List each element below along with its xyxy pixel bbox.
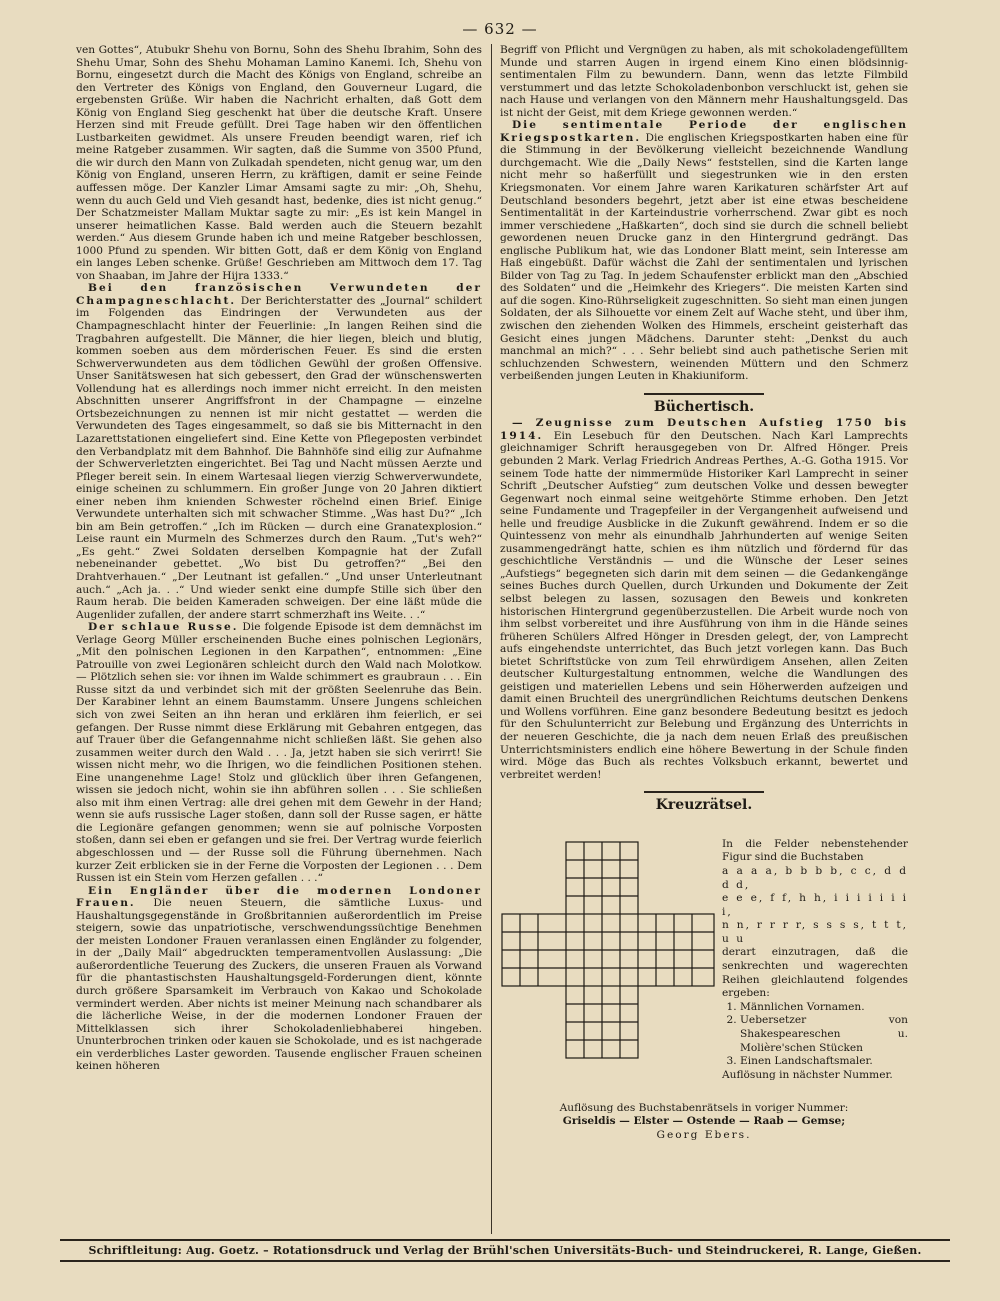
solution-answer: Georg Ebers. [656,1128,752,1141]
puzzle-clues [722,1001,908,1069]
footer-rule [60,1260,950,1262]
imprint-footer: Schriftleitung: Aug. Goetz. – Rotationsdruck und Verlag der Brühl'schen Universitäts-Buch- und Steindruckerei, R. Lange, Gießen. [88,1244,922,1257]
right-column [500,44,908,1236]
page-number: — 632 — [462,20,538,38]
article-london-women [76,885,482,1073]
puzzle-clue: 1. Männlichen Vornamen. [740,1001,908,1015]
footer-rule [60,1239,950,1241]
puzzle-heading: Kreuzrätsel. [655,797,753,814]
article-postcards [500,119,908,382]
puzzle-letters: n n, r r r r, s s s s, t t t, u u [722,919,908,945]
article-heading: Der schlaue Russe. [88,621,239,634]
books-section-heading: Büchertisch. [653,398,755,415]
previous-puzzle-solution [500,1102,908,1143]
solution-words: Griseldis — Elster — Ostende — Raab — Gemse; [562,1115,846,1128]
section-divider [644,791,764,793]
section-divider [644,393,764,395]
article-body: Der Berichterstatter des „Journal“ schildert im Folgenden das Eindringen der Verwundeten aus der Champagneschlacht hinter der Feuerlinie: „In langen Reihen sind die Tragbahren aufgestellt. Die Männer, die hier liegen, bleich und blutig, kommen soeben aus dem mörderischen Feuer. Es sind die ersten Schwerverwundeten aus dem tödlichen Gewühl der großen Offensive. Unser Sanitätswesen hat sich gebessert, den Grad der wünschenswerten Vollendung hat es allerdings noch immer nicht erreicht. In den meisten Abschnitten unserer Angriffsfront in der Champagne — einzelne Ortsbezeichnungen zu nennen ist mir nicht gestattet — werden die Verwundeten des Tages eingesammelt, so daß sie bis Mitternacht in den Lazarettstationen eingeliefert sind. Eine Kette von Pflegeposten verbindet den Verbandplatz mit dem Bahnhof. Die Bahnhöfe sind eilig zur Aufnahme der Schwerverletzten eingerichtet. Bei Tag und Nacht müssen Aerzte und Pfleger bereit sein. In einem Wartesaal liegen vierzig Schwerverwundete, einige scheinen zu schlummern. Ein großer Junge von 20 Jahren diktiert einer neben ihm knienden Schwester röchelnd einen Brief. Einige Verwundete unterhalten sich mit schwacher Stimme. „Was hast Du?“ „Ich bin am Bein getroffen.“ „Ich im Rücken — durch eine Granatexplosion.“ Leise raunt ein Murmeln des Schmerzes durch den Raum. „Tut's weh?“ „Es geht.“ Zwei Soldaten derselben Kompagnie hat der Zufall nebeneinander gebettet. „Wo bist Du getroffen?“ „Bei den Drahtverhauen.“ „Der Leutnant ist gefallen.“ „Und unser Unterleutnant auch.“ „Ach ja. . .“ Und wieder senkt eine dumpfe Stille sich über den Raum herab. Die beiden Kameraden schweigen. Der eine läßt müde die Augenlider zufallen, der andere starrt schmerzhaft ins Weite. . .“ [76,294,482,621]
column-divider [491,44,492,1234]
next-solution-note: Auflösung in nächster Nummer. [722,1068,893,1081]
puzzle-instructions [722,838,908,1083]
crossword-grid [500,840,716,1060]
article-heading: Die sentimentale Periode der englischen Kriegspostkarten. [500,119,908,144]
puzzle-instruction: derart einzutragen, daß die senkrechten und wagerechten Reihen gleichlautend folgendes ergeben: [722,946,908,1000]
article-heading: Ein Engländer über die modernen Londoner Frauen. [76,884,482,910]
left-column [76,44,482,1236]
article-body: Die neuen Steuern, die sämtliche Luxus- und Haushaltungsgegenstände in Großbritannien außerordentlich im Preise steigern, sowie das unpatriotische, verschwendungssüchtige Benehmen der meisten Londoner Frauen veranlassen einen Engländer zu folgender, in der „Daily Mail“ abgedruckten temperamentvollen Auslassung: „Die außerordentliche Teuerung des Zuckers, die unseren Frauen als Vorwand für die phantastischsten Haushaltungsgeld-Forderungen dient, könnte durch größere Sparsamkeit im Verbrauch von Kakao und Schokolade vermindert werden. Aber nichts ist meiner Meinung nach schandbarer als die lächerliche Weise, in der die modernen Londoner Frauen der Mittelklassen sich ihrer Schokoladenliebhaberei hingeben. Ununterbrochen trinken oder kauen sie Schokolade, und es ist nachgerade ein verderbliches Laster geworden. Tausende englischer Frauen scheinen keinen höheren [76,897,482,1073]
book-review-body: Ein Lesebuch für den Deutschen. Nach Karl Lamprechts gleichnamiger Schrift herausgegeben von Dr. Alfred Hönger. Preis gebunden 2 Mark. Verlag Friedrich Andreas Perthes, A.-G. Gotha 1915. Vor seinem Tode hatte der nimmermüde Historiker Karl Lamprecht in seiner Schrift „Deutscher Aufstieg“ zum deutschen Volke und dessen bewegter Gegenwart noch einmal seine weitgehörte Stimme erhoben. Den Jetzt seine Fundamente und Tragepfeiler in der Vergangenheit aufweisend und helle und freudige Ausblicke in die Zukunft gewährend. Indem er so die Quintessenz von mehr als einundhalb Jahrhunderten auf wenige Seiten zusammengedrängt hatte, schien es ihm nützlich und fördernd für das geschichtliche Verständnis — und die Wünsche der Leser seines „Aufstiegs“ begegneten sich darin mit dem seinen — die Gedankengänge seines Buches durch Quellen, durch Urkunden und Dokumente der Zeit selbst belegen zu lassen, sozusagen den Beweis und konkreten historischen Hintergrund gegenüberzustellen. Die Arbeit wurde noch von ihm selbst vorbereitet und ihre Ausführung von ihm in die Hände seines früheren Schülers Alfred Hönger in Dresden gelegt, der, von Lamprecht aufs eingehendste unterrichtet, das Buch jetzt vorlegen kann. Das Buch bietet Schriftstücke von zum Teil ehrwürdigem Ansehen, allen Zeiten deutscher Kulturgestaltung entnommen, welche die Wandlungen des geistigen und materiellen Lebens und sein Höherwerden aufzeigen und damit einen Bruchteil des unergründlichen Reichtums deutschen Denkens und Wollens vorführen. Eine ganz besondere Bedeutung besitzt es jedoch für den Schulunterricht zur Belebung und Ergänzung des Unterrichts in der neueren Geschichte, die ja nach dem neuen Erlaß des preußischen Unterrichtsministers endlich eine höhere Bewertung in der Schule finden wird. Möge das Buch als rechtes Volksbuch erkannt, bewertet und verbreitet werden! [500,429,908,781]
puzzle-letters: e e e, f f, h h, i i i i i i i i, [722,892,908,918]
article-body: Die englischen Kriegspostkarten haben eine für die Stimmung in der Bevölkerung vielleicht bezeichnende Wandlung durchgemacht. Wie die „Daily News“ feststellen, sind die Karten lange nicht mehr so haßerfüllt und siegestrunken wie in den ersten Kriegsmonaten. Vor einem Jahre waren Karikaturen schärfster Art auf Deutschland besonders begehrt, jetzt aber ist eine etwas bescheidene Sentimentalität in der Karteindustrie vorherrschend. Zwar gibt es noch immer verschiedene „Haßkarten“, doch sind sie durch die schnell beliebt gewordenen neuen Drucke ganz in den Hintergrund gedrängt. Das englische Publikum hat, wie das Londoner Blatt meint, sein Interesse am Haß eingebüßt. Dafür wächst die Zahl der sentimentalen und lyrischen Bilder von Tag zu Tag. In jedem Schaufenster erblickt man den „Abschied des Soldaten“ und die „Heimkehr des Kriegers“. Die meisten Karten sind auf die sogen. Kino-Rührseligkeit zugeschnitten. So sieht man einen jungen Soldaten, der als Silhouette vor einem Zelt auf Wache steht, und über ihm, zwischen den ziehenden Wolken des Himmels, erscheint geisterhaft das Gesicht eines jungen Mädchens. Darunter steht: „Denkst du auch manchmal an mich?“ . . . Sehr beliebt sind auch pathetische Serien mit schluchzenden Schwestern, weinenden Müttern und den Schmerz verbeißenden jungen Leuten in Khakiuniform. [500,131,908,383]
puzzle-clue: 3. Einen Landschaftsmaler. [740,1055,908,1069]
article-london-women-continued: Begriff von Pflicht und Vergnügen zu haben, als mit schokoladengefülltem Munde und starren Augen in irgend einem Kino einen blödsinnig-sentimentalen Film zu bewundern. Dann, wenn das letzte Filmbild verstummert und das letzte Schokoladenbonbon verschluckt ist, gehen sie nach Hause und verlangen von den Männern mehr Haushaltungsgeld. Das ist nicht der Geist, mit dem Kriege gewonnen werden.“ [500,44,908,119]
solution-title: Auflösung des Buchstabenrätsels in voriger Nummer: [559,1101,849,1114]
crossword-puzzle [500,818,908,1098]
article-bornu-letter: ven Gottes“, Atubukr Shehu von Bornu, Sohn des Shehu Ibrahim, Sohn des Shehu Umar, Sohn des Shehu Mohaman Lamino Kanemi. Ich, Shehu von Bornu, eingesetzt durch die Macht des Königs von England, schreibe an den Vertreter des Königs von England, den Gouverneur Lugard, die ergebensten Grüße. Wir haben die Nachricht erhalten, daß Gott dem König von England Sieg geschenkt hat über die deutsche Kraft. Unsere Herzen sind mit Freude gefüllt. Drei Tage haben wir den öffentlichen Lustbarkeiten gewidmet. Als unsere Freuden beendigt waren, rief ich meine Ratgeber zusammen. Wir sagten, daß die Summe von 3500 Pfund, die wir durch den Mann von Zulkadah spendeten, nicht genug war, um den König von England, unseren Herrn, zu kräftigen, damit er seine Feinde auffessen möge. Der Kanzler Limar Amsami sagte zu mir: „Oh, Shehu, wenn du auch Geld und Vieh gesandt hast, bedenke, dies ist nicht genug.“ Der Schatzmeister Mallam Muktar sagte zu mir: „Es ist kein Mangel in unserer heimatlichen Kasse. Bald werden auch die Steuern bezahlt werden.“ Aus diesem Grunde haben ich und meine Ratgeber beschlossen, 1000 Pfund zu spenden. Wir bitten Gott, daß er dem König von England ein langes Leben schenke. Grüße! Geschrieben am Mittwoch dem 17. Tag von Shaaban, im Jahre der Hijra 1333.“ [76,44,482,282]
article-french-wounded [76,282,482,621]
book-review [500,417,908,781]
book-title: — Zeugnisse zum Deutschen Aufstieg 1750 bis 1914. [500,417,908,442]
article-heading: Bei den französischen Verwundeten der Champagneschlacht. [76,282,482,307]
puzzle-letters: a a a a, b b b b, c c, d d d d, [722,864,908,891]
puzzle-intro: In die Felder nebenstehender Figur sind die Buchstaben [722,837,908,864]
article-body: Die folgende Episode ist dem demnächst im Verlage Georg Müller erscheinenden Buche eines polnischen Legionärs, „Mit den polnischen Legionen in den Karpathen“, entnommen: „Eine Patrouille von zwei Legionären schleicht durch den Wald nach Molotkow. — Plötzlich sehen sie: vor ihnen im Walde schimmert es graubraun . . . Ein Russe sitzt da und verbindet sich mit der größten Seelenruhe das Bein. Der Karabiner lehnt an einem Baumstamm. Unsere Jungens schleichen sich von zwei Seiten an ihn heran und erklären ihm feierlich, er sei gefangen. Der Russe nimmt diese Erklärung mit Gebahren entgegen, das auf Trauer über die Gefangennahme nicht schließen läßt. Sie gehen also zusammen weiter durch den Wald . . . Ja, jetzt haben sie sich verirrt! Sie wissen nicht mehr, wo die Ihrigen, wo die feindlichen Positionen stehen. Eine unangenehme Lage! Stolz und glücklich über ihren Gefangenen, wissen sie jedoch nicht, wohin sie ihn abführen sollen . . . Sie schließen also mit ihm einen Vertrag: alle drei gehen mit dem Gewehr in der Hand; wenn sie aufs russische Lager stoßen, dann soll der Russe sagen, er hätte die Legionäre gefangen genommen; wenn sie auf polnische Vorposten stoßen, dann sei eben er gefangen und sie frei. Der Vertrag wurde feierlich abgeschlossen und — der Russe soll die Führung übernehmen. Nach kurzer Zeit erblicken sie in der Ferne die Vorposten der Legionen . . . Dem Russen ist ein Stein vom Herzen gefallen . . .“ [76,621,482,885]
article-clever-russian [76,621,482,884]
puzzle-clue: 2. Uebersetzer von Shakespeareschen u. Molière'schen Stücken [740,1014,908,1055]
